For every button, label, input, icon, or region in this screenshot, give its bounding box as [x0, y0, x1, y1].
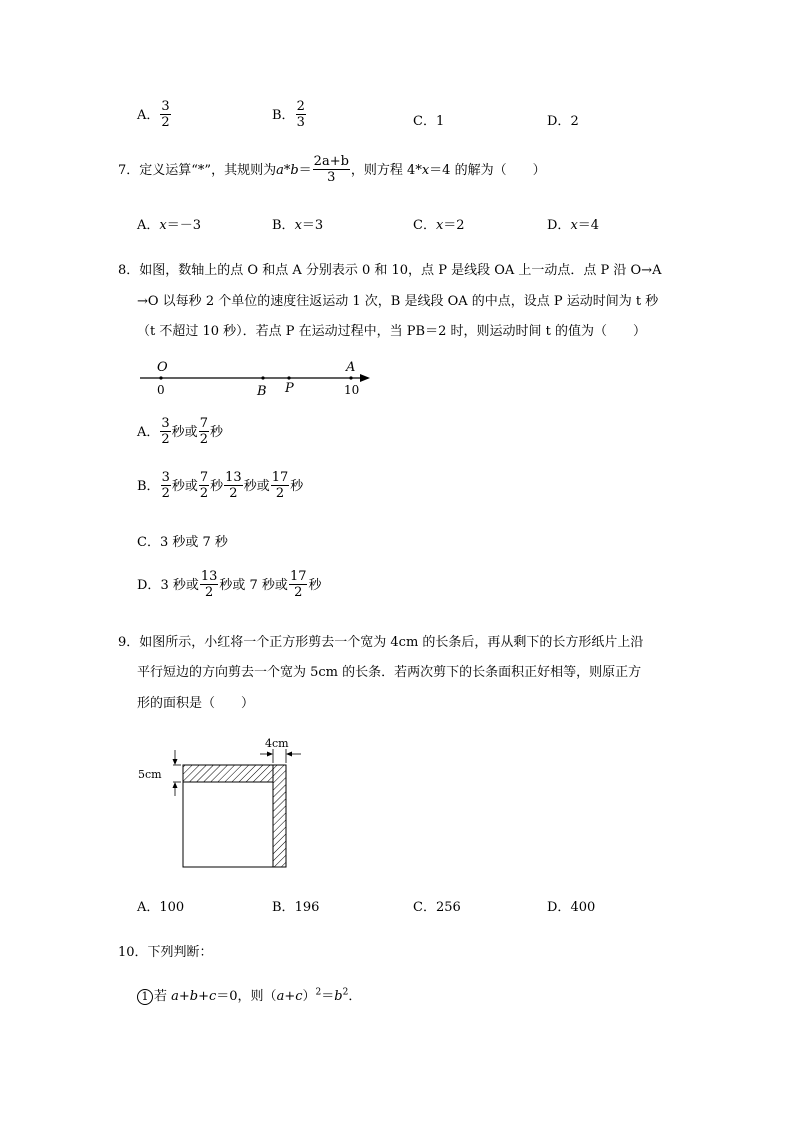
q6-option-c: C．1 [413, 114, 445, 129]
q9-option-d: D．400 [547, 900, 596, 915]
label-p: P [285, 381, 294, 396]
q9-stem-line1: 9．如图所示，小红将一个正方形剪去一个宽为 4cm 的长条后，再从剩下的长方形纸片上沿 [118, 635, 644, 650]
axis-arrow-icon [360, 374, 370, 382]
remaining-rect [183, 782, 273, 867]
q8-stem-line2: →O 以每秒 2 个单位的速度往返运动 1 次，B 是线段 OA 的中点，设点 P 运动时间为 t 秒 [137, 294, 659, 309]
q8-option-d: D．3 秒或 $\frac{13}{2}$ 秒或 7 秒或 $\frac{17}{2}$ 秒 [137, 569, 322, 600]
point-a [349, 376, 352, 379]
q9-stem-line2: 平行短边的方向剪去一个宽为 5cm 的长条．若两次剪下的长条面积正好相等，则原正方 [137, 665, 642, 680]
q7-option-d: D．x＝4 [547, 218, 600, 233]
label-zero: 0 [157, 383, 165, 397]
label-o: O [157, 360, 168, 375]
width-label: 4cm [265, 737, 289, 750]
q8-option-c: C．3 秒或 7 秒 [137, 535, 228, 550]
q8-option-b: B． $\frac{3}{2}$ 秒或 $\frac{7}{2}$ 秒 $\frac{13}{2}$ 秒或 $\frac{17}{2}$ 秒 [137, 470, 304, 501]
q7-option-c: C．x＝2 [413, 218, 465, 233]
point-p [287, 376, 290, 379]
right-strip [273, 765, 286, 867]
q10-stem: 10．下列判断： [118, 945, 213, 960]
q9-option-c: C．256 [413, 900, 461, 915]
q8-option-a: A． $\frac{3}{2}$ 秒或 $\frac{7}{2}$ 秒 [137, 416, 223, 447]
label-ten: 10 [344, 383, 360, 397]
label-b: B [257, 384, 267, 399]
q9-option-a: A．100 [137, 900, 185, 915]
q7-option-b: B．x＝3 [272, 218, 324, 233]
q7-stem: 7．定义运算“*”，其规则为a*b＝ $\frac{2a+b}{3}$ ，则方程 4*x＝4 的解为（ ） [118, 154, 546, 185]
arrow-down-icon [173, 759, 178, 765]
label-a: A [346, 360, 356, 375]
number-line-figure [130, 355, 390, 400]
point-o [159, 376, 162, 379]
height-label: 5cm [138, 768, 162, 781]
arrow-left-icon [286, 752, 292, 757]
q7-option-a: A．x＝－3 [137, 218, 202, 233]
q9-option-b: B．196 [272, 900, 320, 915]
q10-item-1: 1 若 a+b+c＝0，则$(a+c)^2=b^2$． [137, 985, 361, 1005]
q6-option-d: D．2 [547, 114, 579, 129]
arrow-up-icon [173, 782, 178, 788]
point-b [261, 376, 264, 379]
q6-option-a: A． $\frac{3}{2}$ [137, 99, 170, 130]
q9-stem-line3: 形的面积是（ ） [137, 696, 255, 711]
q8-stem-line3: （t 不超过 10 秒）．若点 P 在运动过程中，当 PB＝2 时，则运动时间 t 的值为（ ） [137, 324, 646, 339]
q6-option-b: B． $\frac{2}{3}$ [272, 99, 305, 130]
arrow-right-icon [267, 752, 273, 757]
circled-number: 1 [137, 989, 153, 1005]
top-strip [183, 765, 273, 782]
q8-stem-line1: 8．如图，数轴上的点 O 和点 A 分别表示 0 和 10，点 P 是线段 OA 上一动点．点 P 沿 O→A [118, 263, 662, 278]
square-cut-figure [135, 730, 315, 875]
